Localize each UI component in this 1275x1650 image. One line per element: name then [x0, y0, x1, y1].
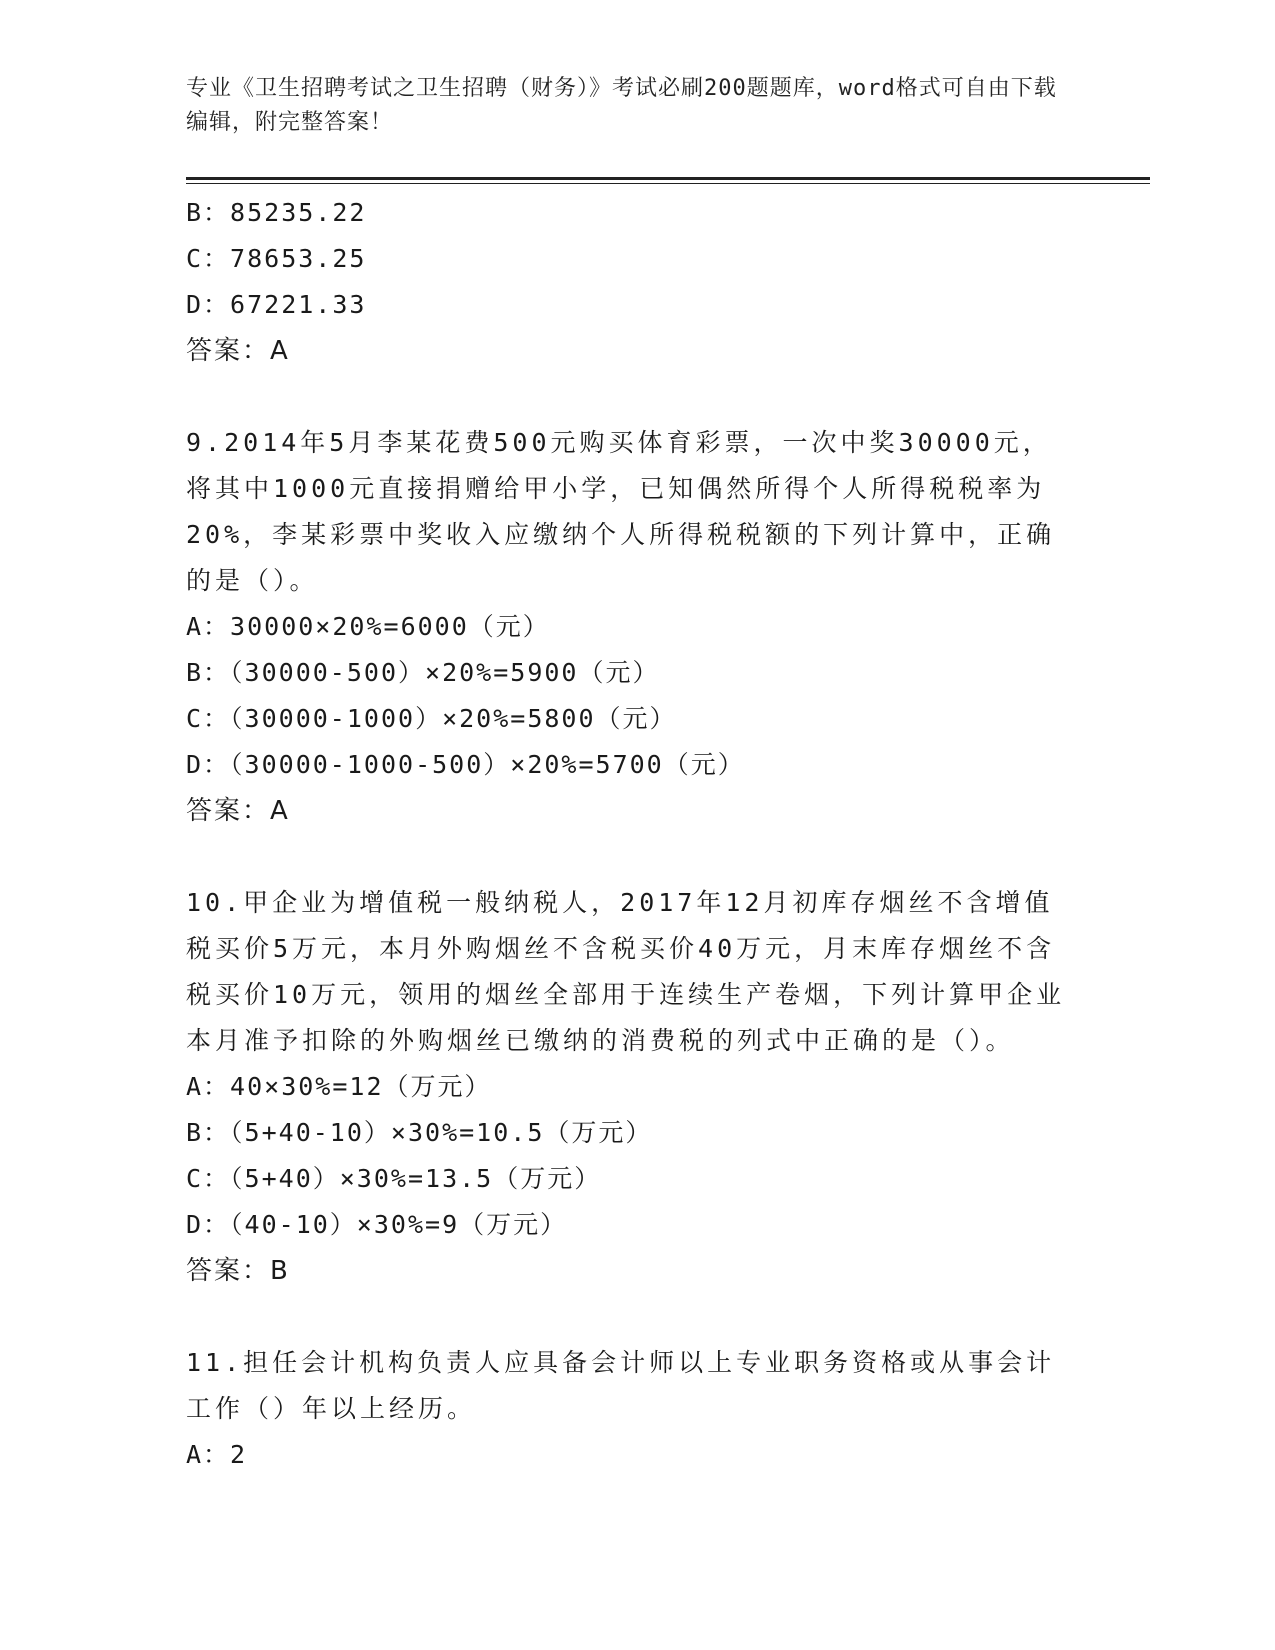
option-c: C：（30000-1000）×20%=5800（元）	[186, 704, 677, 733]
question-block	[186, 880, 1086, 1294]
question-block	[186, 420, 1086, 834]
page-header: 专业《卫生招聘考试之卫生招聘（财务）》考试必刷200题题库，word格式可自由下载编辑，附完整答案！	[186, 76, 1057, 135]
answer-line: 答案：A	[186, 796, 290, 826]
header-rule-thick	[186, 177, 1150, 180]
question-content	[186, 190, 1086, 1478]
question-text: 10.甲企业为增值税一般纳税人，2017年12月初库存烟丝不含增值税买价5万元，本月外购烟丝不含税买价40万元，月末库存烟丝不含税买价10万元，领用的烟丝全部用于连续生产卷烟，下列计算甲企业本月准予扣除的外购烟丝已缴纳的消费税的列式中正确的是（）。	[186, 888, 1066, 1055]
option-a: A：30000×20%=6000（元）	[186, 612, 550, 641]
question-text: 9.2014年5月李某花费500元购买体育彩票，一次中奖30000元，将其中1000元直接捐赠给甲小学，已知偶然所得个人所得税税率为20%，李某彩票中奖收入应缴纳个人所得税税额的下列计算中，正确的是（）。	[186, 428, 1056, 595]
question-block	[186, 190, 1086, 374]
option-b: B：（30000-500）×20%=5900（元）	[186, 658, 660, 687]
header-rule-thin	[186, 183, 1150, 184]
option-d: D：（30000-1000-500）×20%=5700（元）	[186, 750, 745, 779]
option-b: B：（5+40-10）×30%=10.5（万元）	[186, 1118, 653, 1147]
answer-line: 答案：A	[186, 336, 290, 366]
option-a: A：40×30%=12（万元）	[186, 1072, 492, 1101]
option-d: D：（40-10）×30%=9（万元）	[186, 1210, 568, 1239]
option-b: B：85235.22	[186, 198, 367, 227]
option-a: A：2	[186, 1440, 248, 1469]
option-c: C：（5+40）×30%=13.5（万元）	[186, 1164, 602, 1193]
question-text: 11.担任会计机构负责人应具备会计师以上专业职务资格或从事会计工作（）年以上经历。	[186, 1348, 1056, 1423]
option-c: C：78653.25	[186, 244, 367, 273]
option-d: D：67221.33	[186, 290, 367, 319]
question-block	[186, 1340, 1086, 1478]
answer-line: 答案：B	[186, 1256, 290, 1286]
